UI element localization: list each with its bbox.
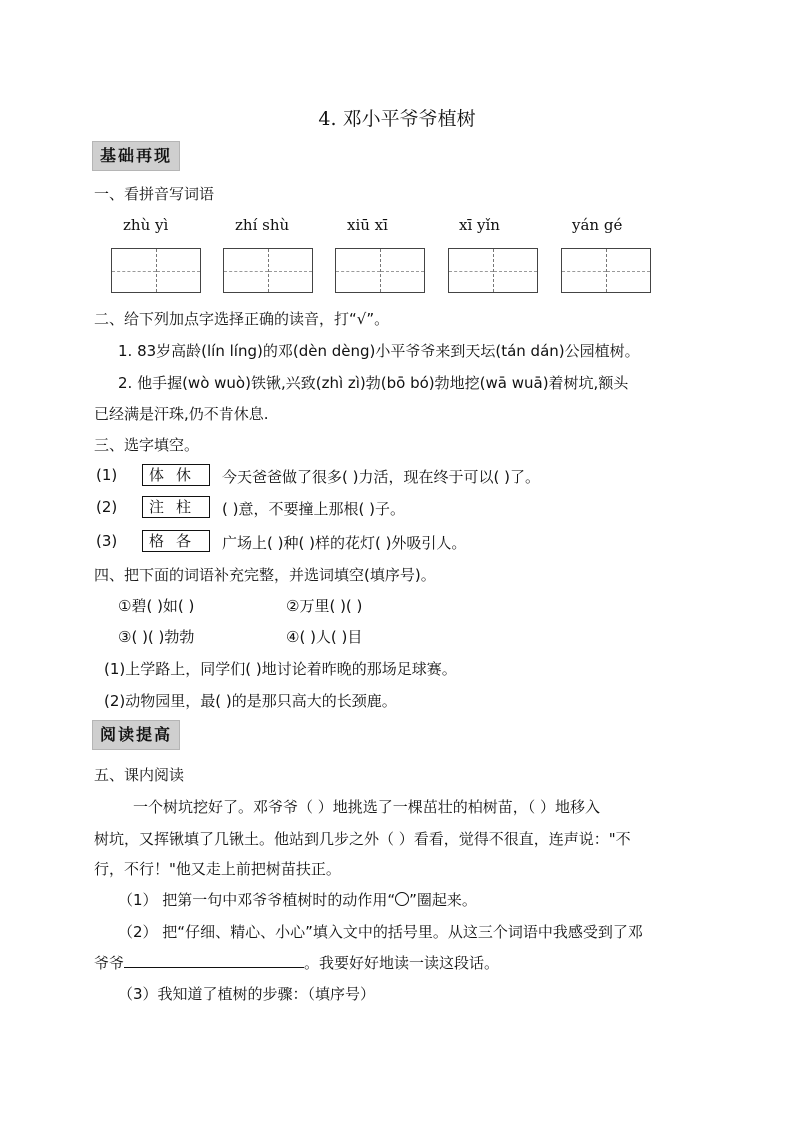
pinyin-3: xiū xī	[347, 216, 388, 234]
q4-heading: 四、把下面的词语补充完整，并选词填空(填序号)。	[94, 566, 436, 584]
q5-subq-1-text: （1） 把第一句中邓爷爷植树时的动作用“	[118, 891, 396, 909]
q3-row-1-sentence: 今天爸爸做了很多( )力活，现在终于可以( )了。	[222, 468, 540, 486]
pinyin-5: yán gé	[572, 216, 623, 234]
q5-subq-2-line-1: （2） 把“仔细、精心、小心”填入文中的括号里。从这三个词语中我感受到了邓	[118, 923, 643, 941]
q4-word-1: ①碧( )如( )	[118, 597, 195, 615]
q5-subq-1	[118, 889, 477, 910]
q4-word-4: ④( )人( )目	[286, 628, 363, 646]
pinyin-2: zhí shù	[235, 216, 290, 234]
q4-word-3: ③( )( )勃勃	[118, 628, 195, 646]
q4-sentence-1: (1)上学路上，同学们( )地讨论着昨晚的那场足球赛。	[104, 660, 457, 678]
q5-subq-2-line-2	[94, 952, 499, 973]
q2-line-2: 2. 他手握(wò wuò)铁锹,兴致(zhì zì)勃(bō bó)勃地挖(wā wuā)着树坑,额头	[118, 374, 629, 392]
writing-grid-2[interactable]	[223, 248, 313, 293]
answer-blank[interactable]	[124, 953, 304, 968]
q5-subq-3: （3）我知道了植树的步骤：（填序号）	[118, 985, 376, 1003]
q3-row-3-chars: 格各	[142, 530, 210, 552]
q4-word-2: ②万里( )( )	[286, 597, 363, 615]
writing-grid-5[interactable]	[561, 248, 651, 293]
circle-icon	[395, 892, 409, 906]
q3-row-2-sentence: ( )意，不要撞上那根( )子。	[222, 500, 405, 518]
section-banner-basic: 基础再现	[92, 141, 180, 171]
q3-row-3-sentence: 广场上( )种( )样的花灯( )外吸引人。	[222, 534, 467, 552]
q3-row-2-num: (2)	[96, 498, 118, 516]
q5-subq-2-end: 。我要好好地读一读这段话。	[304, 954, 500, 972]
q2-line-1: 1. 83岁高龄(lín líng)的邓(dèn dèng)小平爷爷来到天坛(tán dán)公园植树。	[118, 342, 640, 360]
q3-row-3-num: (3)	[96, 532, 118, 550]
page-title: 4. 邓小平爷爷植树	[318, 108, 476, 130]
q5-passage-line-1: 一个树坑挖好了。邓爷爷（ ）地挑选了一棵茁壮的柏树苗，（ ）地移入	[133, 798, 601, 816]
q5-passage-line-2: 树坑，又挥锹填了几锹土。他站到几步之外（ ）看看，觉得不很直，连声说："不	[94, 830, 631, 848]
q1-heading: 一、看拼音写词语	[94, 185, 215, 203]
writing-grid-3[interactable]	[335, 248, 425, 293]
pinyin-1: zhù yì	[123, 216, 169, 234]
q2-heading: 二、给下列加点字选择正确的读音，打“√”。	[94, 310, 390, 328]
q5-subq-1-end: ”圈起来。	[409, 891, 477, 909]
q3-heading: 三、选字填空。	[94, 436, 200, 454]
q4-sentence-2: (2)动物园里，最( )的是那只高大的长颈鹿。	[104, 692, 397, 710]
q5-subq-2-start: 爷爷	[94, 954, 125, 972]
q3-row-1-chars: 体休	[142, 464, 210, 486]
q3-row-1-num: (1)	[96, 466, 118, 484]
q3-row-2-chars: 注柱	[142, 496, 210, 518]
q2-line-3: 已经满是汗珠,仍不肯休息.	[94, 405, 269, 423]
section-banner-reading: 阅读提高	[92, 720, 180, 750]
writing-grid-4[interactable]	[448, 248, 538, 293]
writing-grid-1[interactable]	[111, 248, 201, 293]
q5-heading: 五、课内阅读	[94, 766, 185, 784]
pinyin-4: xī yǐn	[459, 216, 500, 234]
q5-passage-line-3: 行，不行！"他又走上前把树苗扶正。	[94, 860, 341, 878]
